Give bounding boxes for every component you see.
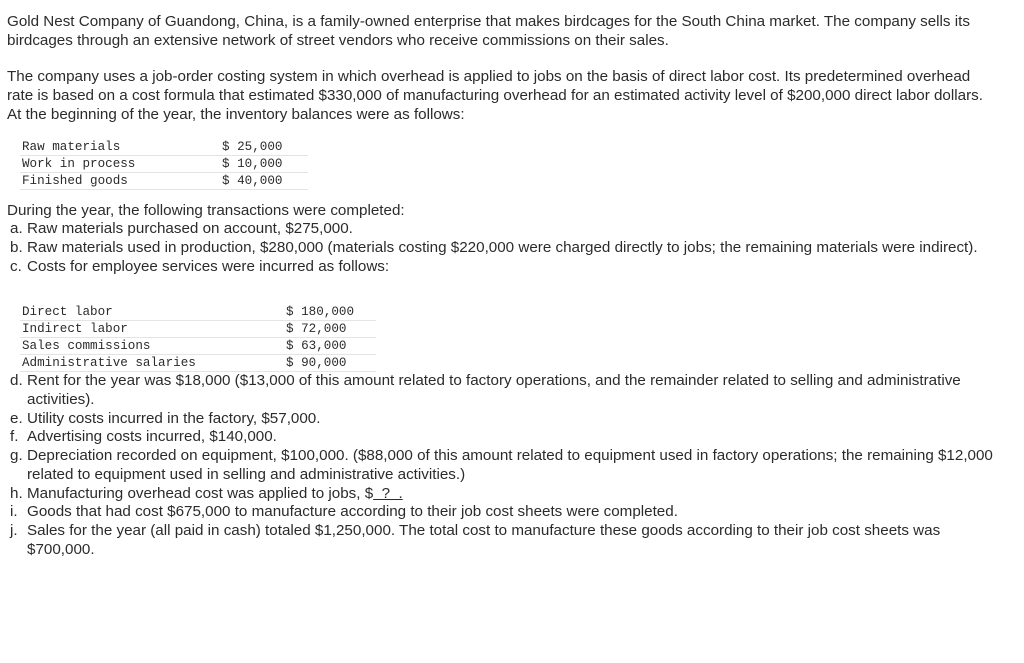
inventory-label: Work in process	[20, 155, 204, 172]
item-marker: d.	[10, 372, 23, 390]
list-item	[7, 447, 997, 484]
item-text: Raw materials purchased on account, $275,000.	[27, 220, 353, 238]
cost-value: $ 90,000	[274, 355, 376, 372]
cost-value: $ 72,000	[274, 321, 376, 338]
answer-blank: ? .	[373, 484, 403, 502]
item-marker: g.	[10, 447, 23, 465]
list-item	[7, 239, 997, 258]
item-text: Advertising costs incurred, $140,000.	[27, 428, 277, 446]
item-marker: b.	[10, 238, 23, 256]
list-item	[7, 428, 997, 447]
item-marker: j.	[10, 521, 18, 539]
table-row	[20, 338, 376, 355]
beginning-inventory-table	[20, 139, 308, 190]
table-row	[20, 139, 308, 156]
inventory-value: $ 40,000	[204, 172, 308, 189]
cost-value: $ 180,000	[274, 304, 376, 321]
item-marker: c.	[10, 257, 22, 275]
list-item	[7, 503, 997, 522]
list-item	[7, 485, 997, 504]
list-item	[7, 522, 997, 559]
item-marker: a.	[10, 220, 23, 238]
cost-label: Direct labor	[20, 304, 274, 321]
inventory-value: $ 25,000	[204, 139, 308, 156]
item-text: Goods that had cost $675,000 to manufacture according to their job cost sheets were completed.	[27, 503, 678, 521]
list-item	[7, 372, 997, 409]
item-marker: i.	[10, 503, 18, 521]
table-row	[20, 321, 376, 338]
list-item	[7, 410, 997, 429]
table-row	[20, 155, 308, 172]
inventory-label: Finished goods	[20, 172, 204, 189]
item-marker: e.	[10, 409, 23, 427]
transactions-intro: During the year, the following transactions were completed:	[7, 201, 405, 219]
intro-paragraph-costing-system: The company uses a job-order costing system in which overhead is applied to jobs on the basis of direct labor cost. Its predetermined overhead rate is based on a cost formula that estimated $330,000 of manufacturing overhead for an estimated activity level of $200,000 direct labor dollars. At the beginning of the year, the inventory balances were as follows:	[7, 68, 983, 123]
item-text: Raw materials used in production, $280,000 (materials costing $220,000 were charged directly to jobs; the remaining materials were indirect).	[27, 238, 978, 256]
cost-label: Sales commissions	[20, 338, 274, 355]
table-row	[20, 172, 308, 189]
cost-label: Administrative salaries	[20, 355, 274, 372]
intro-paragraph-company: Gold Nest Company of Guandong, China, is a family-owned enterprise that makes birdcages for the South China market. The company sells its birdcages through an extensive network of street vendors who receive commissions on their sales.	[7, 13, 970, 49]
table-row	[20, 304, 376, 321]
item-marker: h.	[10, 484, 23, 502]
inventory-value: $ 10,000	[204, 155, 308, 172]
employee-services-table	[20, 304, 376, 372]
problem-document	[7, 13, 997, 559]
transactions-list-part2	[7, 372, 997, 559]
transactions-list-part1	[7, 220, 997, 276]
item-text: Manufacturing overhead cost was applied to jobs, $	[27, 484, 374, 502]
item-text: Utility costs incurred in the factory, $57,000.	[27, 409, 321, 427]
inventory-label: Raw materials	[20, 139, 204, 156]
item-text: Sales for the year (all paid in cash) totaled $1,250,000. The total cost to manufacture these goods according to their job cost sheets was $700,000.	[27, 521, 941, 558]
item-text: Depreciation recorded on equipment, $100,000. ($88,000 of this amount related to equipment used in factory operations; the remaining $12,000 related to equipment used in selling and administrative activities.)	[27, 447, 993, 483]
item-text: Rent for the year was $18,000 ($13,000 of this amount related to factory operations, and the remainder related to selling and administrative activities).	[27, 372, 961, 409]
item-text: Costs for employee services were incurred as follows:	[27, 257, 390, 275]
cost-label: Indirect labor	[20, 321, 274, 338]
employee-costs-wrapper	[7, 304, 997, 372]
item-marker: f.	[10, 428, 19, 446]
cost-value: $ 63,000	[274, 338, 376, 355]
list-item	[7, 220, 997, 239]
list-item	[7, 258, 997, 277]
table-row	[20, 355, 376, 372]
